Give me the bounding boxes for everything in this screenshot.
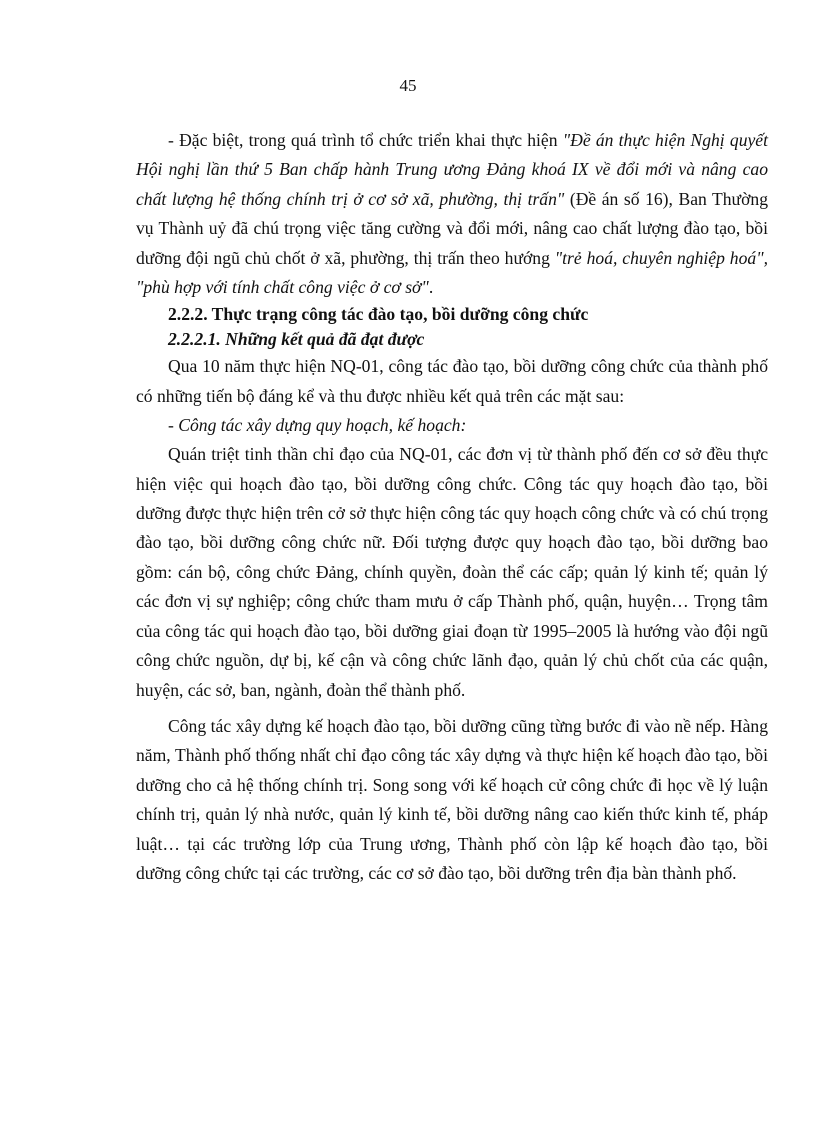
p1-end: . bbox=[428, 277, 434, 298]
p1-project-title: "Đề án thực hiện Nghị quyết Hội nghị lần thứ 5 Ban chấp hành Trung ương Đảng khoá IX về đổi mới và nâng cao chất lượng hệ thống chính trị ở cơ sở xã, phường, thị trấn" bbox=[136, 130, 768, 209]
paragraph-project-16 bbox=[136, 126, 768, 302]
page-number: 45 bbox=[399, 76, 417, 95]
paragraph-plan-building: Công tác xây dựng kế hoạch đào tạo, bồi dưỡng cũng từng bước đi vào nề nếp. Hàng năm, Thành phố thống nhất chỉ đạo công tác xây dựng và thực hiện kế hoạch đào tạo, bồi dưỡng cho cả hệ thống chính trị. Song song với kế hoạch cử công chức đi học về lý luận chính trị, quản lý nhà nước, quản lý kinh tế, bồi dưỡng nâng cao kiến thức kinh tế, pháp luật… tại các trường lớp của Trung ương, Thành phố còn lập kế hoạch đào tạo, bồi dưỡng công chức tại các trường, các cơ sở đào tạo, bồi dưỡng trên địa bàn thành phố. bbox=[136, 715, 768, 883]
document-body bbox=[136, 126, 768, 888]
p1-lead-text: - Đặc biệt, trong quá trình tổ chức triển khai thực hiện bbox=[168, 130, 563, 150]
paragraph-planning-label: - Công tác xây dựng quy hoạch, kế hoạch: bbox=[168, 415, 467, 436]
paragraph-intro: Qua 10 năm thực hiện NQ-01, công tác đào tạo, bồi dưỡng công chức của thành phố có những tiến bộ đáng kể và thu được nhiều kết quả trên các mặt sau: bbox=[136, 356, 768, 406]
paragraph-planning: Quán triệt tinh thần chỉ đạo của NQ-01, các đơn vị từ thành phố đến cơ sở đều thực hiện việc qui hoạch đào tạo, bồi dưỡng công chức. Công tác quy hoạch đào tạo, bồi dưỡng được thực hiện trên cở sở thực hiện công tác quy hoạch công chức và có chú trọng đào tạo, bồi dưỡng công chức nữ. Đối tượng được quy hoạch đào tạo, bồi dưỡng bao gồm: cán bộ, công chức Đảng, chính quyền, đoàn thể các cấp; quản lý kinh tế; quản lý các đơn vị sự nghiệp; công chức tham mưu ở cấp Thành phố, quận, huyện… Trọng tâm của công tác qui hoạch đào tạo, bồi dưỡng giai đoạn từ 1995–2005 là hướng vào đội ngũ công chức nguồn, dự bị, kế cận và công chức lãnh đạo, quản lý chủ chốt của các quận, huyện, các sở, ban, ngành, đoàn thể thành phố. bbox=[136, 444, 768, 700]
subsection-heading: 2.2.2.1. Những kết quả đã đạt được bbox=[168, 329, 425, 350]
section-heading: 2.2.2. Thực trạng công tác đào tạo, bồi dưỡng công chức bbox=[168, 304, 589, 325]
p1-body-text: (Đề án số 16), Ban Thường vụ Thành uỷ đã chú trọng việc tăng cường và đổi mới, nâng cao chất lượng đào tạo, bồi dưỡng đội ngũ chủ chốt ở xã, phường, thị trấn theo hướng bbox=[136, 188, 768, 268]
p1-quote: "trẻ hoá, chuyên nghiệp hoá", "phù hợp với tính chất công việc ở cơ sở" bbox=[136, 247, 768, 298]
